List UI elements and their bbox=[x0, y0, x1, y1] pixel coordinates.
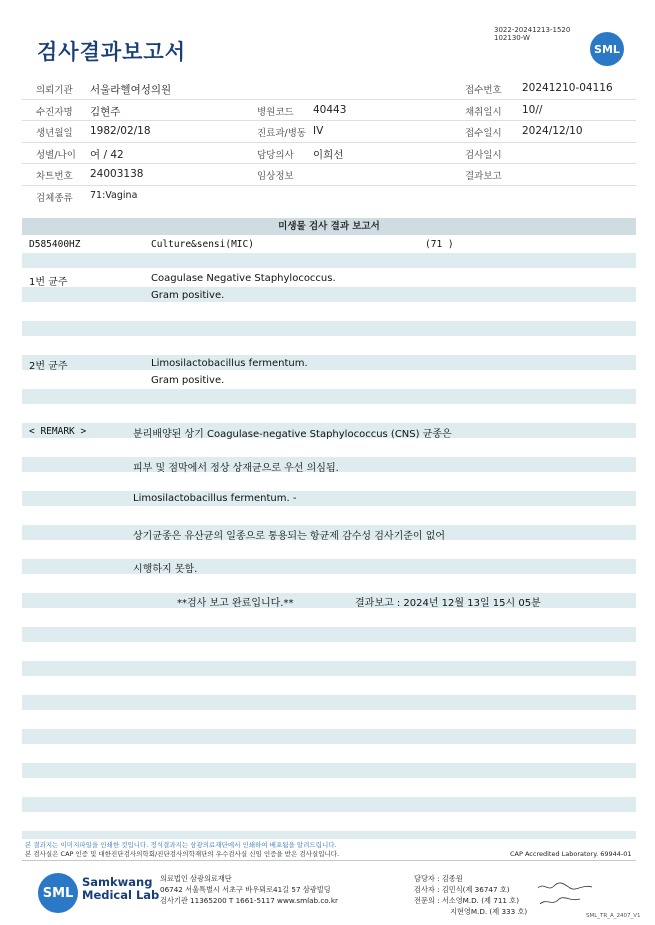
footer-notes: 본 결과지는 이미지파일을 인쇄한 것입니다. 정식결과지는 삼광의료재단에서 인쇄하여 배포됨을 알려드립니다. 본 검사실은 CAP 인증 및 대한진단검사의학회/진단검사의학재단의 우수검사실 신임 인증을 받은 검사실입니다. bbox=[25, 841, 340, 858]
row-band bbox=[22, 321, 636, 336]
row-band bbox=[22, 763, 636, 778]
section-title: 미생물 검사 결과 보고서 bbox=[22, 218, 636, 235]
remark-line: 피부 및 점막에서 정상 상재균으로 우선 의심됨. bbox=[133, 463, 339, 474]
page-title: 검사결과보고서 bbox=[37, 40, 187, 64]
strain2-label: 2번 균주 bbox=[29, 361, 68, 372]
cap-accreditation: CAP Accredited Laboratory. 69944-01 bbox=[510, 850, 632, 858]
test-name: Culture&sensi(MIC) bbox=[151, 239, 254, 250]
row-band bbox=[22, 797, 636, 812]
row-band bbox=[22, 661, 636, 676]
info-row: 수진자명 김현주 병원코드 40443 채취일시 10// bbox=[22, 100, 636, 122]
remark-line: 시행하지 못함. bbox=[133, 564, 198, 575]
remark-line: 상기균종은 유산균의 일종으로 통용되는 항균제 감수성 검사기준이 없어 bbox=[133, 531, 446, 542]
remark-line: Limosilactobacillus fermentum. - bbox=[133, 493, 297, 504]
info-row: 차트번호 24003138 임상정보 결과보고 bbox=[22, 164, 636, 186]
lab-address: 의료법인 삼광의료재단 06742 서울특별시 서초구 바우뫼로41길 57 삼광빌딩 검사기관 11365200 T 1661-5117 www.smlab.co.kr bbox=[160, 874, 338, 905]
row-band bbox=[22, 559, 636, 574]
strain2-gram: Gram positive. bbox=[151, 375, 225, 386]
info-row: 검체종류 71:Vagina bbox=[36, 189, 138, 204]
test-code: D585400HZ bbox=[29, 239, 81, 250]
row-band bbox=[22, 593, 636, 608]
strain1-gram: Gram positive. bbox=[151, 290, 225, 301]
form-code: SML_TR_A_2407_V1 bbox=[586, 913, 641, 919]
row-band bbox=[22, 831, 636, 839]
sml-footer-logo: SML bbox=[38, 873, 78, 913]
info-row: 의뢰기관 서울라헬여성의원 접수번호 20241210-04116 bbox=[22, 78, 636, 100]
remark-line: 분리배양된 상기 Coagulase-negative Staphylococcus (CNS) 균종은 bbox=[133, 429, 452, 440]
row-band bbox=[22, 627, 636, 642]
strain2-name: Limosilactobacillus fermentum. bbox=[151, 358, 308, 369]
test-number: (71 ) bbox=[425, 239, 454, 250]
patient-info-table bbox=[22, 78, 636, 206]
sml-logo: SML bbox=[590, 32, 624, 66]
info-row: 성별/나이 여 / 42 담당의사 이희선 검사일시 bbox=[22, 143, 636, 165]
row-band bbox=[22, 287, 636, 302]
brand-name: Samkwang Medical Lab bbox=[82, 875, 160, 902]
report-time: 결과보고 : 2024년 12월 13일 15시 05분 bbox=[355, 598, 541, 609]
report-complete: **검사 보고 완료입니다.** bbox=[177, 598, 294, 609]
row-band bbox=[22, 253, 636, 268]
remark-label: < REMARK > bbox=[29, 426, 87, 437]
signature-icon bbox=[536, 880, 596, 910]
row-band bbox=[22, 491, 636, 506]
strain1-label: 1번 균주 bbox=[29, 277, 68, 288]
info-row: 생년월일 1982/02/18 진료과/병동 IV 접수일시 2024/12/10 bbox=[22, 121, 636, 143]
row-band bbox=[22, 729, 636, 744]
row-band bbox=[22, 695, 636, 710]
footer-divider bbox=[22, 860, 636, 861]
strain1-name: Coagulase Negative Staphylococcus. bbox=[151, 273, 336, 284]
row-band bbox=[22, 389, 636, 404]
document-id: 3022-20241213-1520 102130-W bbox=[494, 26, 571, 42]
staff-list: 담당자 : 김종원 검사자 : 김민식(제 36747 호) 전문의 : 서소영M.D. (제 711 호) 지현영M.D. (제 333 호) bbox=[414, 874, 528, 916]
row-band bbox=[22, 355, 636, 370]
